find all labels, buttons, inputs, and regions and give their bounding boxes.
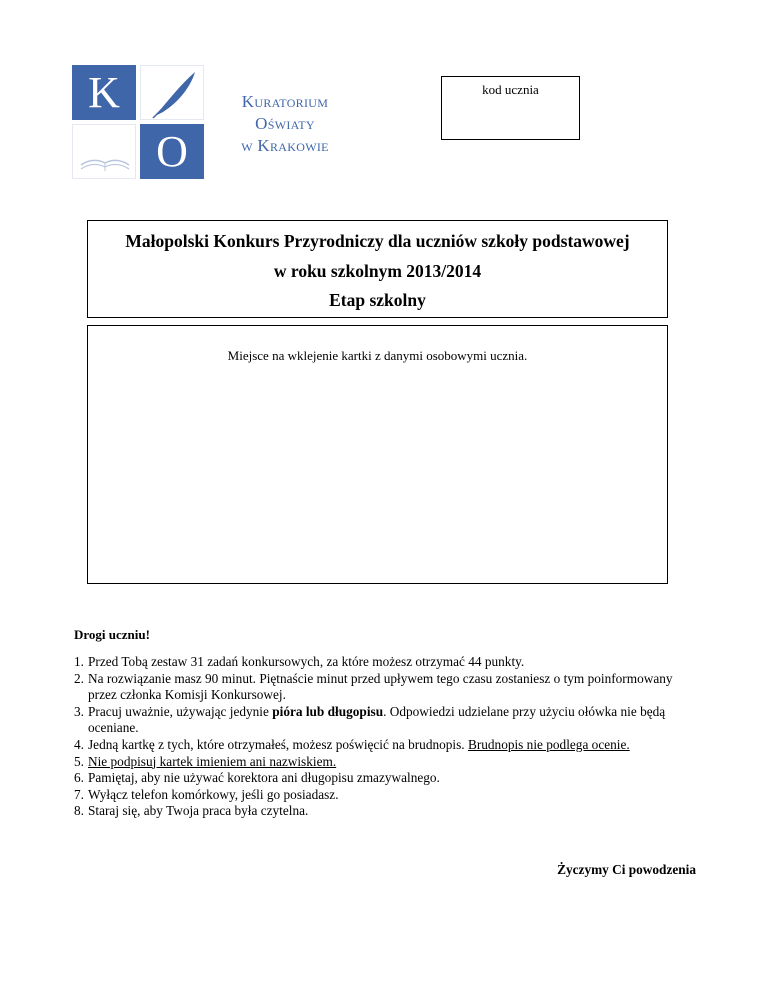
item-text: Przed Tobą zestaw 31 zadań konkursowych, za które możesz otrzymać 44 punkty.: [88, 654, 525, 669]
logo-line: w Krakowie: [241, 136, 329, 155]
student-code-box[interactable]: [441, 76, 580, 140]
list-item: [74, 787, 684, 804]
item-text: Pamiętaj, aby nie używać korektora ani długopisu zmazywalnego.: [88, 770, 440, 786]
logo-o-tile: [140, 124, 204, 179]
list-item: [74, 704, 684, 737]
item-number: 1.: [74, 654, 84, 669]
item-number: 6.: [74, 770, 84, 786]
item-number: 7.: [74, 786, 84, 802]
list-item: [74, 737, 684, 754]
greeting: Drogi uczniu!: [74, 627, 150, 642]
item-number: 3.: [74, 703, 84, 719]
list-item: [74, 654, 684, 671]
item-text-bold: pióra lub długopisu: [272, 703, 384, 719]
feather-icon: [140, 65, 204, 120]
logo-wordmark: [218, 91, 352, 157]
item-text: . Odpowiedzi udzielane przy użyciu ołówka nie będą oceniane.: [88, 703, 666, 736]
logo-line: Kuratorium: [241, 92, 329, 111]
logo-letter-o: O: [156, 126, 188, 176]
student-code-label: kod ucznia: [482, 82, 539, 97]
item-text: Wyłącz telefon komórkowy, jeśli go posiadasz.: [88, 786, 339, 802]
item-text: Na rozwiązanie masz 90 minut. Piętnaście minut przed upływem tego czasu zostaniesz o tym poinformowany przez członka Komisji Konkursowej.: [88, 670, 673, 703]
item-text-underlined: Nie podpisuj kartek imieniem ani nazwiskiem.: [88, 753, 337, 769]
item-text: Staraj się, aby Twoja praca była czytelna.: [88, 803, 309, 819]
contest-title-box: [87, 220, 668, 318]
open-book-icon: [72, 124, 136, 179]
item-number: 2.: [74, 670, 84, 686]
school-year: w roku szkolnym 2013/2014: [273, 261, 482, 281]
list-item: [74, 770, 684, 787]
item-number: 5.: [74, 753, 84, 769]
logo-line: Oświaty: [255, 114, 315, 133]
item-text-underlined: Brudnopis nie podlega ocenie.: [467, 736, 630, 752]
list-item: [74, 671, 684, 704]
list-item: [74, 803, 684, 820]
item-text: Jedną kartkę z tych, które otrzymałeś, możesz poświęcić na brudnopis.: [88, 736, 468, 752]
sticker-area-label: Miejsce na wklejenie kartki z danymi osobowymi ucznia.: [227, 348, 528, 363]
personal-data-sticker-area[interactable]: [87, 325, 668, 584]
logo-k-tile: [72, 65, 136, 120]
instructions-list: [74, 654, 684, 820]
item-number: 4.: [74, 736, 84, 752]
item-number: 8.: [74, 803, 84, 819]
closing-wish: Życzymy Ci powodzenia: [557, 862, 696, 877]
kuratorium-logo: [72, 65, 352, 185]
contest-title: Małopolski Konkurs Przyrodniczy dla uczniów szkoły podstawowej: [125, 231, 630, 251]
logo-letter-k: K: [88, 67, 120, 117]
item-text: Pracuj uważnie, używając jedynie: [88, 703, 273, 719]
stage-label: Etap szkolny: [329, 290, 426, 310]
list-item: [74, 754, 684, 771]
